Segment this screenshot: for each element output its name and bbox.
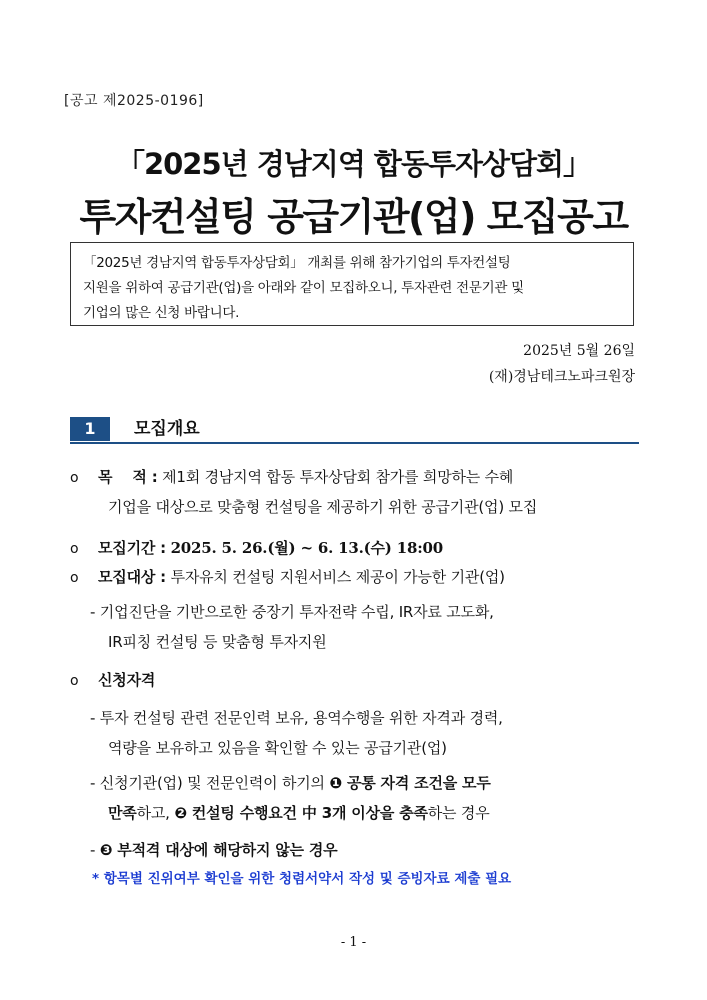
period-label: 모집기간 :: [98, 539, 166, 557]
eligibility-item-3-pre: -: [90, 841, 100, 859]
eligibility-item-1-line-2: 역량을 보유하고 있음을 확인할 수 있는 공급기관(업): [108, 739, 447, 757]
eligibility-item-2-satisfy: 만족: [108, 804, 137, 822]
period-value: 2025. 5. 26.(월) ~ 6. 13.(수) 18:00: [170, 539, 443, 557]
target-sub-line-2: IR피칭 컨설팅 등 맞춤형 투자지원: [108, 633, 327, 651]
title-line-1: 「2025년 경남지역 합동투자상담회」: [115, 147, 592, 181]
bullet: o: [70, 570, 79, 586]
section-title: 모집개요: [134, 419, 200, 439]
target-sub-line-1: - 기업진단을 기반으로한 중장기 투자전략 수립, IR자료 고도화,: [90, 603, 494, 621]
eligibility-item-2-mid: 하고,: [136, 804, 175, 822]
eligibility-item-2-requirements: ❷ 컨설팅 수행요건 中 3개 이상을 충족: [174, 804, 428, 822]
target-row: [70, 566, 505, 587]
eligibility-item-2-end: 하는 경우: [427, 804, 490, 822]
intro-line-2: 지원을 위하여 공급기관(업)을 아래와 같이 모집하오니, 투자관련 전문기관 및: [83, 280, 524, 296]
bullet: o: [70, 541, 79, 557]
footnote: * 항목별 진위여부 확인을 위한 청렴서약서 작성 및 증빙자료 제출 필요: [92, 871, 512, 887]
intro-line-3: 기업의 많은 신청 바랍니다.: [83, 305, 240, 321]
eligibility-item-2-bold: ❶ 공통 자격 조건을 모두: [329, 774, 491, 792]
eligibility-item-2-pre: - 신청기관(업) 및 전문인력이 하기의: [90, 774, 330, 792]
target-value: 투자유치 컨설팅 지원서비스 제공이 가능한 기관(업): [170, 568, 505, 586]
eligibility-row: [70, 669, 155, 690]
eligibility-item-3-bold: ❸ 부적격 대상에 해당하지 않는 경우: [99, 841, 338, 859]
notice-date: 2025년 5월 26일: [523, 343, 635, 359]
eligibility-item-3: [90, 839, 337, 860]
title-line-2: 투자컨설팅 공급기관(업) 모집공고: [79, 195, 628, 239]
eligibility-item-2-line-1: [90, 772, 491, 793]
purpose-label: 목 적 :: [98, 468, 158, 486]
issuing-organization: (재)경남테크노파크원장: [488, 369, 635, 385]
intro-line-1: 「2025년 경남지역 합동투자상담회」 개최를 위해 참가기업의 투자컨설팅: [83, 255, 511, 271]
eligibility-item-1-line-1: - 투자 컨설팅 관련 전문인력 보유, 용역수행을 위한 자격과 경력,: [90, 709, 503, 727]
purpose-text: 제1회 경남지역 합동 투자상담회 참가를 희망하는 수혜: [162, 468, 514, 486]
purpose-line-2: 기업을 대상으로 맞춤형 컨설팅을 제공하기 위한 공급기관(업) 모집: [108, 498, 538, 516]
target-label: 모집대상 :: [98, 568, 166, 586]
purpose-row: [70, 466, 513, 487]
bullet: o: [70, 470, 79, 486]
section-number: 1: [70, 417, 110, 441]
bullet: o: [70, 673, 79, 689]
eligibility-item-2-line-2: [108, 802, 490, 823]
eligibility-label: 신청자격: [98, 671, 156, 689]
page-number: - 1 -: [340, 935, 367, 950]
intro-box: [70, 242, 634, 326]
section-divider: [70, 442, 639, 444]
period-row: [70, 537, 443, 558]
notice-number: [공고 제2025-0196]: [64, 93, 204, 109]
